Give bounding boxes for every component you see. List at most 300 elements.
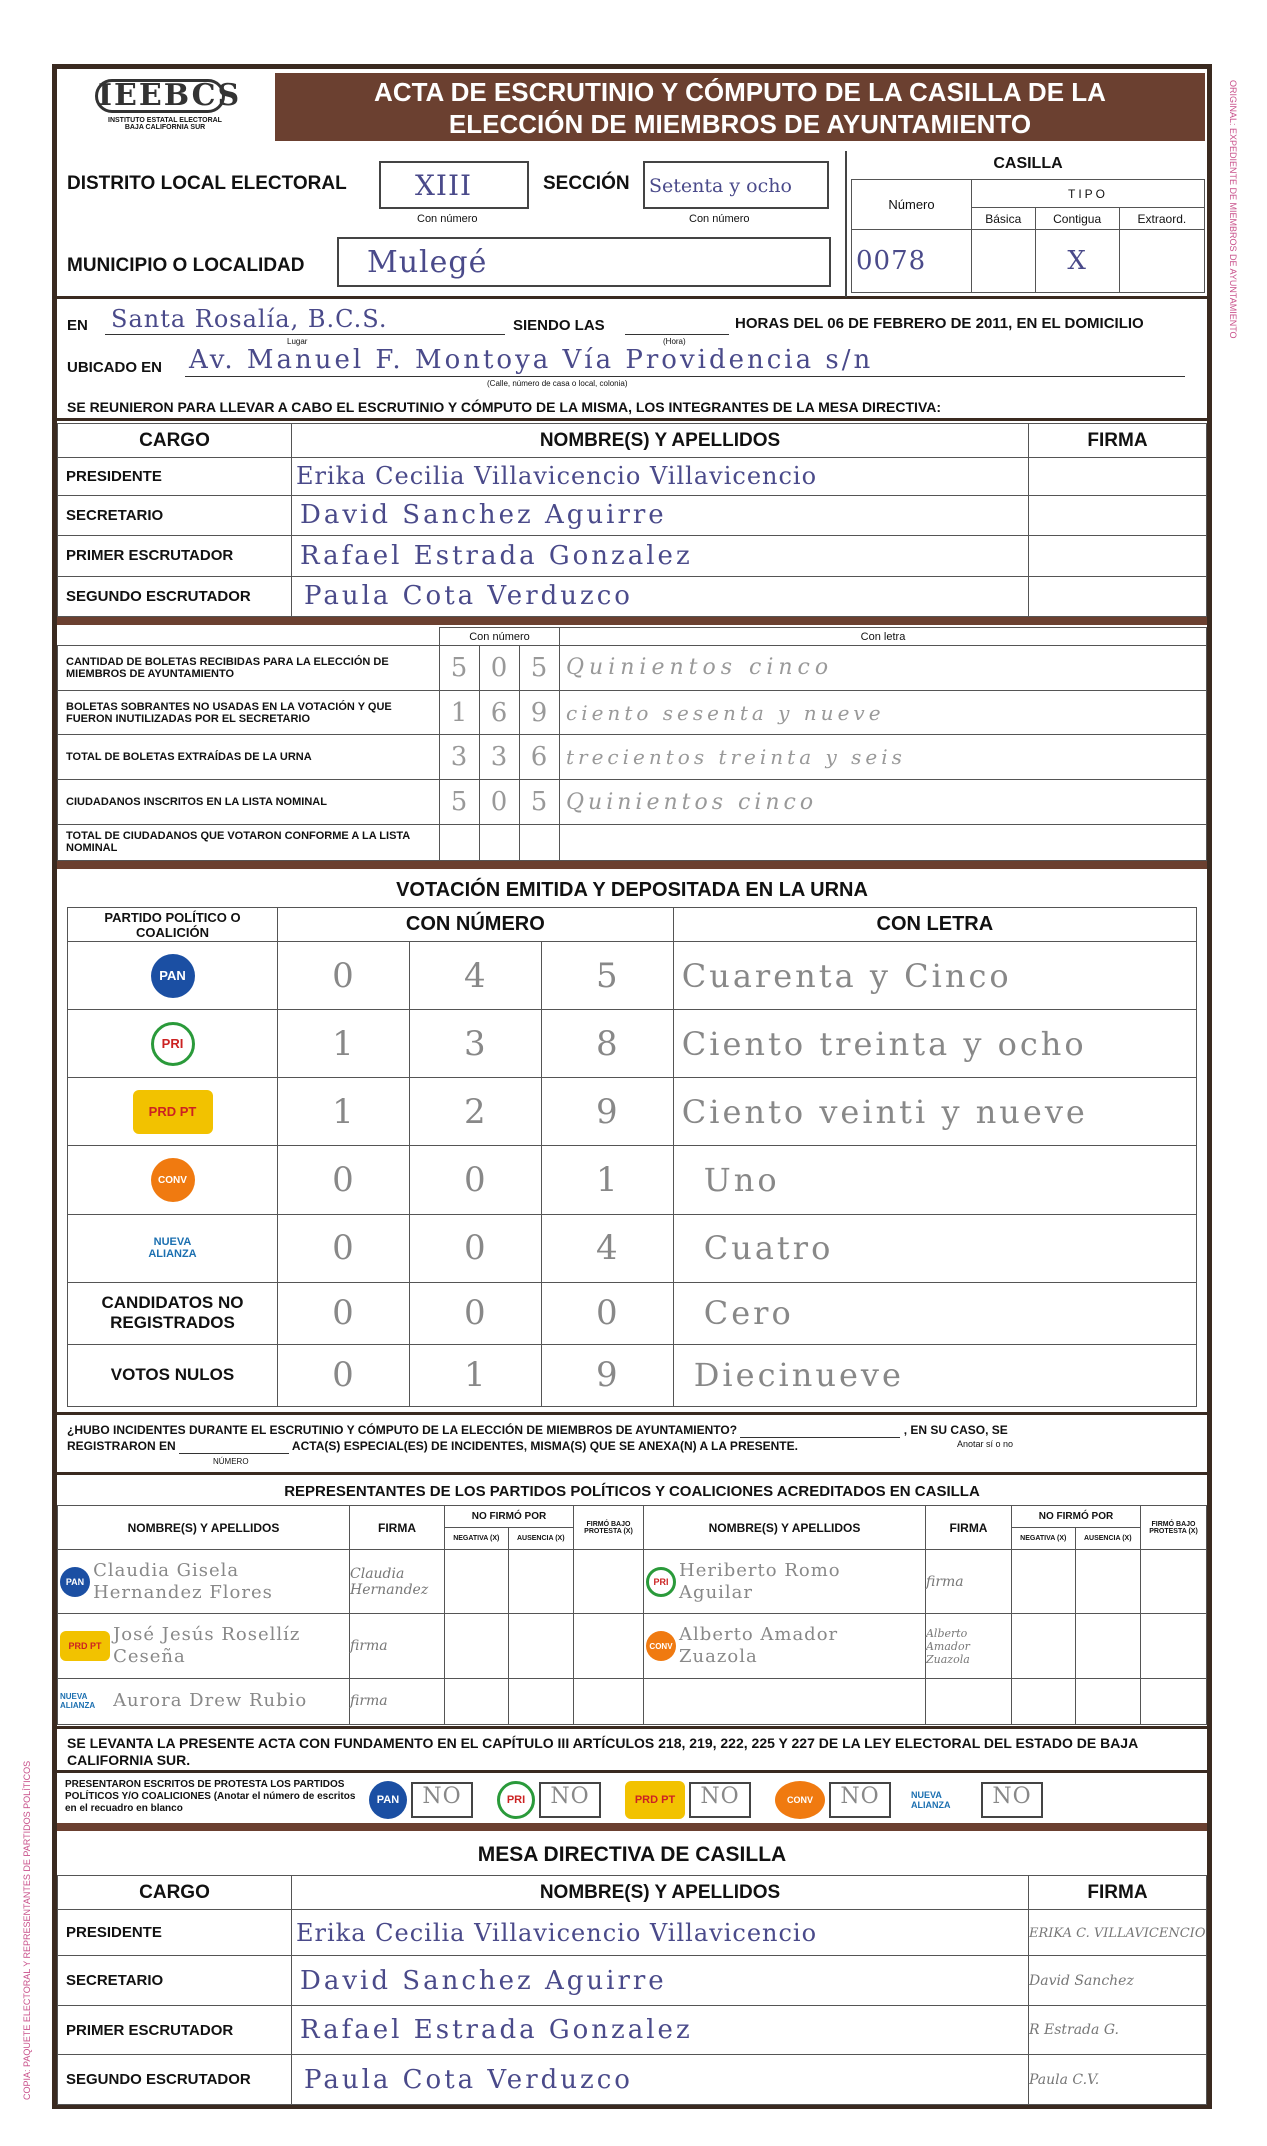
escrito-value: NO [840,1784,880,1809]
digit: 4 [464,955,487,996]
digit-cell[interactable] [278,1214,410,1282]
nombre-cell[interactable] [292,1910,1029,1956]
rep-nombre-header-right: NOMBRE(S) Y APELLIDOS [643,1506,925,1550]
ausencia-cell[interactable] [508,1614,573,1678]
digit: 5 [530,652,549,683]
party-cell [68,1214,278,1282]
digit-cell[interactable] [541,1214,673,1282]
nombre-cell[interactable] [292,458,1029,496]
digit-cell[interactable] [409,1282,541,1344]
mesa-table-bottom [57,1875,1207,2105]
numero-header: Número [852,180,972,230]
left-margin-note: COPIA: PAQUETE ELECTORAL Y REPRESENTANTES DE PARTIDOS POLÍTICOS [22,1760,32,2100]
digit-cell[interactable] [440,735,480,780]
no-firmo-header-right: NO FIRMÓ POR [1011,1506,1140,1528]
party-cell: CANDIDATOS NO REGISTRADOS [68,1282,278,1344]
letra-value: Cuarenta y Cinco [681,956,1012,995]
boletas-label: CIUDADANOS INSCRITOS EN LA LISTA NOMINAL [58,780,440,825]
escrito-box[interactable] [539,1782,601,1818]
rep-firma-header-left: FIRMA [350,1506,445,1550]
digit-cell[interactable] [440,690,480,735]
rep-nombre-cell[interactable] [58,1614,350,1678]
prd-pt-logo: PRD PT [133,1090,213,1134]
letra-cell[interactable] [560,780,1207,825]
letra-cell[interactable] [673,942,1196,1010]
digit-cell[interactable] [541,942,673,1010]
tipo-header: TIPO [972,180,1205,208]
rep-nombre-cell[interactable] [643,1614,925,1678]
protesta-header-left: FIRMÓ BAJO PROTESTA (X) [573,1506,643,1550]
digit: 9 [595,1355,619,1396]
letra-cell[interactable] [673,1010,1196,1078]
digit: 0 [332,1293,355,1334]
seccion-con-numero: Con número [689,213,750,225]
no-firmo-header-left: NO FIRMÓ POR [445,1506,574,1528]
firma-header: FIRMA [1029,424,1207,458]
escrito-box[interactable] [829,1782,891,1818]
digit: 0 [332,1160,355,1201]
protesta-cell[interactable] [573,1614,643,1678]
digit-cell[interactable] [480,690,520,735]
digit-cell[interactable] [278,1078,410,1146]
firma-cell[interactable] [1029,2005,1207,2055]
digit-cell[interactable] [278,942,410,1010]
cargo-cell: PRIMER ESCRUTADOR [58,536,292,576]
nueva-alianza-logo: NUEVA ALIANZA [138,1226,208,1270]
pan-logo: PAN [151,954,195,998]
rep-firma-cell[interactable] [350,1550,445,1614]
digit-cell[interactable] [278,1146,410,1214]
prd-pt-logo: PRD PT [625,1781,685,1819]
escrito-box[interactable] [689,1782,751,1818]
digit: 3 [450,742,469,773]
rep-firma-cell[interactable] [350,1614,445,1678]
lugar-hint: Lugar [287,337,308,346]
digit-cell[interactable] [440,646,480,691]
digit-cell[interactable] [440,824,480,860]
nombre-value: Erika Cecilia Villavicencio Villavicencio [296,1918,818,1947]
rep-nombre: José Jesús Rosellíz Ceseña [113,1624,301,1668]
firma-cell[interactable] [1029,1910,1207,1956]
municipio-label: MUNICIPIO O LOCALIDAD [67,255,305,276]
cargo-cell: PRESIDENTE [58,458,292,496]
firma-value: David Sanchez [1029,1972,1134,1989]
digit-cell[interactable] [409,942,541,1010]
district-section [57,151,1207,299]
representantes-table [57,1505,1207,1725]
negativa-cell[interactable] [1011,1678,1075,1724]
cargo-cell: SEGUNDO ESCRUTADOR [58,2055,292,2105]
contigua-header: Contigua [1035,208,1119,230]
digit-cell[interactable] [520,780,560,825]
rep-nombre: Alberto Amador Zuazola [679,1624,839,1668]
incidentes-section [57,1417,1207,1475]
rep-firma: firma [350,1638,388,1655]
letra-cell[interactable] [673,1214,1196,1282]
municipio-field[interactable] [337,237,831,287]
firma-cell[interactable] [1029,1956,1207,2006]
votacion-section [57,871,1207,1415]
digit: 4 [595,1228,619,1269]
cargo-header: CARGO [58,1876,292,1910]
ubicado-label: UBICADO EN [67,359,163,376]
header [57,69,1207,149]
digit: 5 [530,787,549,818]
cargo-cell: PRESIDENTE [58,1910,292,1956]
boletas-table [57,627,1207,861]
digit: 8 [595,1023,619,1064]
digit-cell[interactable] [409,1344,541,1406]
pri-logo: PRI [497,1781,535,1819]
digit-cell[interactable] [480,824,520,860]
ausencia-cell[interactable] [508,1550,573,1614]
protesta-cell[interactable] [573,1678,643,1724]
digit: 3 [490,742,509,773]
digit-cell[interactable] [440,780,480,825]
nombre-cell[interactable] [292,576,1029,616]
ausencia-cell[interactable] [1075,1678,1140,1724]
boletas-con-letra: Con letra [560,628,1207,646]
firma-value: ERIKA C. VILLAVICENCIO [1029,1925,1206,1941]
ausencia-header-left: AUSENCIA (X) [508,1528,573,1550]
cargo-cell: PRIMER ESCRUTADOR [58,2005,292,2055]
seccion-label: SECCIÓN [543,173,630,194]
digit-cell[interactable] [278,1344,410,1406]
digit-cell[interactable] [520,646,560,691]
distrito-value: XIII [415,169,473,202]
negativa-cell[interactable] [445,1550,509,1614]
digit-cell[interactable] [541,1010,673,1078]
rep-nombre-header-left: NOMBRE(S) Y APELLIDOS [58,1506,350,1550]
digit-cell[interactable] [520,690,560,735]
fundamento-section [57,1731,1207,1773]
escrito-box[interactable] [411,1782,473,1818]
mesa2-title: MESA DIRECTIVA DE CASILLA [477,1843,787,1866]
boletas-row [58,824,1207,860]
letra-cell[interactable] [673,1344,1196,1406]
cargo-cell: SECRETARIO [58,495,292,535]
rep-firma: Alberto Amador Zuazola [925,1626,970,1666]
mesa-row-presidente [58,458,1207,496]
escrito-box[interactable] [981,1782,1043,1818]
escrito-value: NO [422,1784,462,1809]
boletas-con-numero: Con número [440,628,560,646]
digit-cell[interactable] [480,780,520,825]
en-value: Santa Rosalía, B.C.S. [111,305,388,333]
digit-cell[interactable] [541,1282,673,1344]
digit: 0 [332,1355,355,1396]
digit-cell[interactable] [541,1078,673,1146]
firma-cell[interactable] [1029,576,1207,616]
digit-cell[interactable] [278,1282,410,1344]
distrito-con-numero: Con número [417,213,478,225]
digit-cell[interactable] [278,1010,410,1078]
nombre-cell[interactable] [292,495,1029,535]
convergencia-logo: CONV [151,1158,195,1202]
rep-row [58,1678,1207,1724]
ubicado-value: Av. Manuel F. Montoya Vía Providencia s/n [189,345,874,375]
digit-cell[interactable] [480,735,520,780]
convergencia-logo: CONV [775,1781,825,1819]
mesa-row-secretario [58,495,1207,535]
vote-row-nulos [68,1344,1197,1406]
letra-cell[interactable] [560,824,1207,860]
vote-row-pan [68,942,1197,1010]
rep-row [58,1614,1207,1678]
logo-text: IEEBCS [95,79,225,113]
boletas-label: TOTAL DE BOLETAS EXTRAÍDAS DE LA URNA [58,735,440,780]
letra-cell[interactable] [560,690,1207,735]
nombre-cell[interactable] [292,1956,1029,2006]
en-label: EN [67,317,88,334]
cargo-cell: SEGUNDO ESCRUTADOR [58,576,292,616]
digit: 0 [332,955,355,996]
party-cell: VOTOS NULOS [68,1344,278,1406]
boletas-label: TOTAL DE CIUDADANOS QUE VOTARON CONFORME A LA LISTA NOMINAL [58,824,440,860]
hora-field[interactable] [625,311,729,335]
ausencia-cell[interactable] [1075,1550,1140,1614]
logo-sub2: BAJA CALIFORNIA SUR [124,124,206,131]
firma-cell[interactable] [1029,495,1207,535]
nombre-header: NOMBRE(S) Y APELLIDOS [292,424,1029,458]
digit: 0 [490,787,509,818]
vote-row-convergencia [68,1146,1197,1214]
letra-cell[interactable] [673,1282,1196,1344]
contigua-cell[interactable] [1035,230,1119,293]
mesa2-row-presidente [58,1910,1207,1956]
partido-header: PARTIDO POLÍTICO O COALICIÓN [68,908,278,942]
rep-firma-cell[interactable] [925,1550,1011,1614]
digit-cell[interactable] [541,1344,673,1406]
digit: 5 [450,652,469,683]
letra-value: trecientos treinta y seis [566,745,906,770]
incidentes-question: ¿HUBO INCIDENTES DURANTE EL ESCRUTINIO Y CÓMPUTO DE LA ELECCIÓN DE MIEMBROS DE AYUNTAMIENTO? [67,1423,738,1437]
nueva-alianza-logo: NUEVA ALIANZA [60,1686,110,1716]
nueva-alianza-logo: NUEVA ALIANZA [911,1781,977,1819]
escritos-label: PRESENTARON ESCRITOS DE PROTESTA LOS PARTIDOS POLÍTICOS Y/O COALICIONES (Anotar el número de escritos en el recuadro en blanco [65,1779,356,1814]
letra-cell[interactable] [673,1078,1196,1146]
nombre-cell[interactable] [292,536,1029,576]
con-letra-header: CON LETRA [673,908,1196,942]
basica-cell[interactable] [972,230,1036,293]
vote-row-no-registrados [68,1282,1197,1344]
location-section [57,301,1207,421]
party-cell [68,1010,278,1078]
seccion-field[interactable] [643,161,829,209]
digit-cell[interactable] [480,646,520,691]
representantes-section [57,1477,1207,1729]
boletas-section [57,627,1207,869]
negativa-cell[interactable] [1011,1614,1075,1678]
digit-cell[interactable] [409,1146,541,1214]
digit: 1 [464,1355,487,1396]
digit: 1 [595,1160,619,1201]
mesa-row-segundo-escrutador [58,576,1207,616]
rep-nombre-cell[interactable] [643,1550,925,1614]
firma-cell[interactable] [1029,458,1207,496]
mesa-row-primer-escrutador [58,536,1207,576]
rep-nombre: Heriberto Romo Aguilar [679,1559,841,1603]
ubicado-field[interactable] [185,345,1185,377]
rep-row [58,1550,1207,1614]
digit: 2 [464,1091,487,1132]
actas-number-field[interactable] [179,1439,289,1454]
boletas-row [58,646,1207,691]
right-margin-note: ORIGINAL: EXPEDIENTE DE MIEMBROS DE AYUNTAMIENTO [1228,80,1238,339]
vote-row-prd-pt [68,1078,1197,1146]
letra-value: Cero [703,1294,794,1333]
extraord-cell[interactable] [1119,230,1204,293]
firma-cell[interactable] [1029,536,1207,576]
letra-value: Quinientos cinco [566,789,818,815]
letra-value: Ciento treinta y ocho [681,1024,1087,1063]
digit: 0 [464,1228,487,1269]
rep-nombre: Aurora Drew Rubio [113,1690,308,1712]
casilla-box [845,151,1207,297]
registraron-text: REGISTRARON EN [67,1439,176,1453]
digit-cell[interactable] [409,1214,541,1282]
boletas-row [58,735,1207,780]
rep-nombre-cell[interactable] [58,1678,350,1724]
mesa2-row-primer-escrutador [58,2005,1207,2055]
distrito-label: DISTRITO LOCAL ELECTORAL [67,173,347,194]
escrito-value: NO [550,1784,590,1809]
firma-value: Paula C.V. [1029,2071,1100,2088]
cargo-cell: SECRETARIO [58,1956,292,2006]
casilla-table [851,179,1205,293]
letra-value: Diecinueve [693,1356,904,1395]
basica-header: Básica [972,208,1036,230]
title-banner [275,73,1205,141]
nombre-cell[interactable] [292,2055,1029,2105]
vote-row-pri [68,1010,1197,1078]
incidentes-en-su-caso: , EN SU CASO, SE [903,1423,1008,1437]
vote-row-nueva-alianza [68,1214,1197,1282]
digit: 6 [490,697,509,728]
nombre-header: NOMBRE(S) Y APELLIDOS [292,1876,1029,1910]
letra-cell[interactable] [560,735,1207,780]
votacion-table [67,907,1197,1407]
nombre-value: David Sanchez Aguirre [300,500,667,531]
party-cell [68,942,278,1010]
cargo-header: CARGO [58,424,292,458]
rep-firma: firma [925,1573,964,1590]
digit: 5 [450,787,469,818]
escritos-row [369,1777,1203,1823]
protesta-header-right: FIRMÓ BAJO PROTESTA (X) [1141,1506,1207,1550]
ausencia-cell[interactable] [508,1678,573,1724]
mesa-directiva-top [57,423,1207,625]
letra-cell[interactable] [560,646,1207,691]
numero-value: 0078 [856,246,927,276]
hora-hint: (Hora) [663,337,686,346]
rep-firma-cell[interactable] [925,1614,1011,1678]
digit-cell[interactable] [409,1010,541,1078]
incidentes-line2-row [67,1439,1197,1454]
letra-value: ciento sesenta y nueve [566,700,885,725]
protesta-cell[interactable] [1141,1550,1207,1614]
seccion-value: Setenta y ocho [649,175,792,197]
letra-cell[interactable] [673,1146,1196,1214]
acta-form [52,64,1212,2109]
protesta-cell[interactable] [1141,1614,1207,1678]
numero-cell[interactable] [852,230,972,293]
nombre-value: Rafael Estrada Gonzalez [300,540,693,571]
firma-value: R Estrada G. [1029,2022,1119,2039]
con-numero-header: CON NÚMERO [278,908,674,942]
rep-firma: Claudia Hernandez [350,1565,429,1598]
digit-cell[interactable] [409,1078,541,1146]
protesta-cell[interactable] [573,1550,643,1614]
digit: 3 [464,1023,487,1064]
pri-logo: PRI [646,1567,676,1597]
digit-cell[interactable] [520,824,560,860]
digit: 9 [595,1091,619,1132]
digit: 1 [450,697,469,728]
nombre-value: Rafael Estrada Gonzalez [300,2015,693,2046]
negativa-header-left: NEGATIVA (X) [445,1528,509,1550]
distrito-field[interactable] [379,161,529,209]
escritos-section [57,1775,1207,1831]
digit: 1 [332,1091,355,1132]
rep-firma-cell[interactable] [925,1678,1011,1724]
nombre-value: David Sanchez Aguirre [300,1965,667,1996]
nombre-cell[interactable] [292,2005,1029,2055]
en-field[interactable] [105,305,505,335]
nombre-value: Paula Cota Verduzco [304,581,633,612]
digit: 1 [332,1023,355,1064]
ausencia-header-right: AUSENCIA (X) [1075,1528,1140,1550]
protesta-cell[interactable] [1141,1678,1207,1724]
digit: 5 [595,955,619,996]
municipio-value: Mulegé [367,245,488,280]
digit: 0 [490,652,509,683]
letra-value: Cuatro [703,1229,834,1268]
negativa-header-right: NEGATIVA (X) [1011,1528,1075,1550]
negativa-cell[interactable] [445,1678,509,1724]
anotar-hint: Anotar sí o no [957,1439,1014,1449]
nombre-value: Paula Cota Verduzco [304,2064,633,2095]
rep-firma-cell[interactable] [350,1678,445,1724]
negativa-cell[interactable] [1011,1550,1075,1614]
contigua-mark: X [1067,246,1087,276]
rep-nombre-cell[interactable] [643,1678,925,1724]
letra-value: Uno [703,1161,780,1200]
letra-value: Ciento veinti y nueve [681,1092,1088,1131]
boletas-label: CANTIDAD DE BOLETAS RECIBIDAS PARA LA ELECCIÓN DE MIEMBROS DE AYUNTAMIENTO [58,646,440,691]
boletas-row [58,690,1207,735]
digit: 9 [530,697,549,728]
digit-cell[interactable] [520,735,560,780]
votacion-title: VOTACIÓN EMITIDA Y DEPOSITADA EN LA URNA [396,879,868,901]
rep-nombre-cell[interactable] [58,1550,350,1614]
prd-pt-logo: PRD PT [60,1631,110,1661]
firma-cell[interactable] [1029,2055,1207,2105]
digit-cell[interactable] [541,1146,673,1214]
ausencia-cell[interactable] [1075,1614,1140,1678]
extraord-header: Extraord. [1119,208,1204,230]
negativa-cell[interactable] [445,1614,509,1678]
escrito-value: NO [700,1784,740,1809]
title-line2: ELECCIÓN DE MIEMBROS DE AYUNTAMIENTO [448,109,1032,139]
boletas-row [58,780,1207,825]
mesa-table-top [57,423,1207,617]
pan-logo: PAN [369,1781,407,1819]
pri-logo: PRI [151,1022,195,1066]
nombre-value: Erika Cecilia Villavicencio Villavicencio [296,462,818,491]
incidentes-answer-field[interactable] [740,1423,900,1438]
fundamento-text: SE LEVANTA LA PRESENTE ACTA CON FUNDAMENTO EN EL CAPÍTULO III ARTÍCULOS 218, 219, 222, 225 Y 227 DE LA LEY ELECTORAL DEL ESTADO DE BAJA CALIFORNIA SUR. [67,1735,1138,1768]
